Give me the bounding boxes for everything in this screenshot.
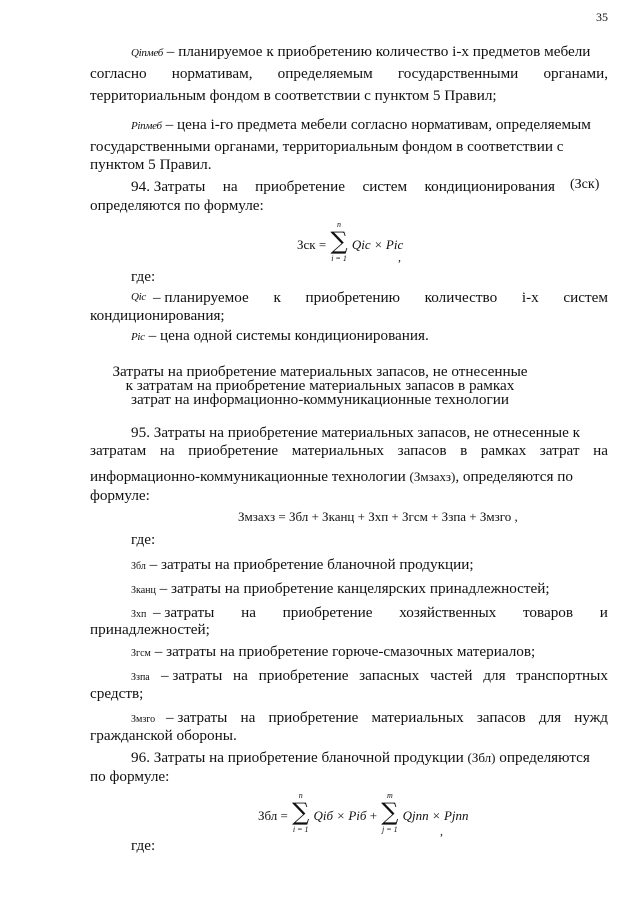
definition-q-ic: – планируемое к приобретению количество i-х систем (153, 289, 608, 306)
symbol-z-hp: Зхп (131, 609, 147, 620)
definition-q-mebel-line3: территориальным фондом в соответствии с пунктом 5 Правил; (90, 87, 497, 104)
page-number: 35 (596, 10, 608, 24)
definition-z-zpa-line2: средств; (90, 685, 144, 702)
definition-p-mebel: Pinмеб – цена i-го предмета мебели согласно нормативам, определяемым (131, 116, 591, 133)
definition-q-mebel: Qinмеб – планируемое к приобретению количество i-х предметов мебели (131, 43, 591, 60)
section-94-title: 94. Затраты на приобретение систем кондиционирования (131, 178, 555, 195)
definition-p-mebel-line2: государственными органами, территориальным фондом в соответствии с (90, 138, 564, 155)
symbol-p-mebel: Pinмеб (131, 120, 162, 132)
section-95-line3: информационно-коммуникационные технологии (Змзахз), определяются по (90, 468, 574, 485)
definition-z-kanc: Зканц – затраты на приобретение канцелярских принадлежностей; (131, 580, 550, 597)
section-94-line2: определяются по формуле: (90, 197, 264, 214)
where-label-95: где: (131, 531, 156, 548)
document-page: 35 Qinмеб – планируемое к приобретению количество i-х предметов мебели согласно нормативам, определяемым государственными органами, территориальным фондом в соответствии с пунктом 5 Правил; Pinмеб – цена i-го предмета мебели согласно нормативам, определяемым государственными органами, территориальным фондом в соответствии с пунктом 5 Правил. 94. Затраты на приобретение систем кондиционирования (Зск) определяются по формуле: Зск = ∑ n i = 1 Qic × Pic , где: Qic – планируемое к приобретению количество i-х систем кондиционирования; Pic – цена одной системы кондиционирования. Затраты на приобретение материальных запасов, не отнесенные к затратам на приобретение материальных запасов в рамках затрат на информационно-коммуникационные технологии 95. Затраты на приобретение материальных запасов, не отнесенные к затратам на приобретение материальных запасов в рамках затрат на информационно-коммуникационные технологии (Змзахз), определяются по формуле: Змзахз = Збл + Зканц + Зхп + Згсм + Ззпа + Змзго , где: Збл – затраты на приобретение бланочной продукции; Зканц – затраты на приобретение канцелярских принадлежностей; Зхп – затраты на приобретение хозяйственных товаров и принадлежностей; Згсм – затраты на приобретение горюче-смазочных материалов; Ззпа – затраты на приобретение запасных частей для транспортных средств; Змзго – затраты на приобретение материальных запасов для нужд гражданской обороны. 96. Затраты на приобретение бланочной продукции (Збл) определяются по формуле: Збл = ∑ n i = 1 Qiб × Piб + ∑ m j = 1 Qjпп × Pjпп , где: (0, 0, 640, 905)
where-label-96: где: (131, 837, 156, 854)
section-95-line4: формуле: (90, 487, 150, 504)
definition-z-mzgo-line2: гражданской обороны. (90, 727, 237, 744)
symbol-z-mz-ahz: (Змзахз) (409, 469, 456, 484)
formula-95: Змзахз = Збл + Зканц + Зхп + Згсм + Ззпа + Змзго , (238, 509, 518, 524)
section-95-line2: затратам на приобретение материальных запасов в рамках затрат на (90, 442, 608, 459)
definition-z-mzgo: – затраты на приобретение материальных запасов для нужд (166, 709, 608, 726)
section-heading-line3: затрат на информационно-коммуникационные технологии (131, 391, 509, 408)
definition-p-ic: Pic – цена одной системы кондиционирования. (131, 327, 429, 344)
symbol-z-sk: (Зск) (570, 177, 600, 192)
definition-z-bl: Збл – затраты на приобретение бланочной продукции; (131, 556, 474, 573)
section-96-line1: 96. Затраты на приобретение бланочной продукции (Збл) определяются (131, 749, 590, 766)
definition-z-zpa: – затраты на приобретение запасных частей для транспортных (161, 667, 608, 684)
definition-z-hp-line2: принадлежностей; (90, 621, 210, 638)
sum-sign: ∑ n i = 1 (292, 791, 310, 834)
symbol-p-ic: Pic (131, 331, 145, 343)
symbol-z-zpa: Ззпа (131, 672, 150, 683)
sum-sign: ∑ n i = 1 (330, 220, 348, 263)
symbol-z-bl: (Збл) (467, 750, 496, 765)
sum-sign: ∑ m j = 1 (381, 791, 399, 834)
definition-q-mebel-line2: согласно нормативам, определяемым государственными органами, (90, 65, 608, 82)
symbol-z-mzgo: Змзго (131, 714, 156, 725)
formula-94: Зск = ∑ n i = 1 Qic × Pic (297, 220, 404, 263)
formula-96: Збл = ∑ n i = 1 Qiб × Piб + ∑ m j = 1 Qjпп × Pjпп (258, 791, 469, 834)
symbol-q-mebel: Qinмеб (131, 47, 163, 59)
symbol-q-ic: Qic (131, 291, 146, 303)
definition-z-hp: – затраты на приобретение хозяйственных товаров и (153, 604, 608, 621)
definition-q-ic-line2: кондиционирования; (90, 307, 225, 324)
section-heading-line2: к затратам на приобретение материальных запасов в рамках (125, 377, 515, 394)
where-label-94: где: (131, 268, 156, 285)
section-heading-line1: Затраты на приобретение материальных запасов, не отнесенные (112, 363, 528, 380)
definition-z-gsm: Згсм – затраты на приобретение горюче-смазочных материалов; (131, 643, 536, 660)
section-96-line2: по формуле: (90, 768, 170, 785)
definition-p-mebel-line3: пунктом 5 Правил. (90, 156, 212, 173)
section-95-line1: 95. Затраты на приобретение материальных запасов, не отнесенные к (131, 424, 581, 441)
